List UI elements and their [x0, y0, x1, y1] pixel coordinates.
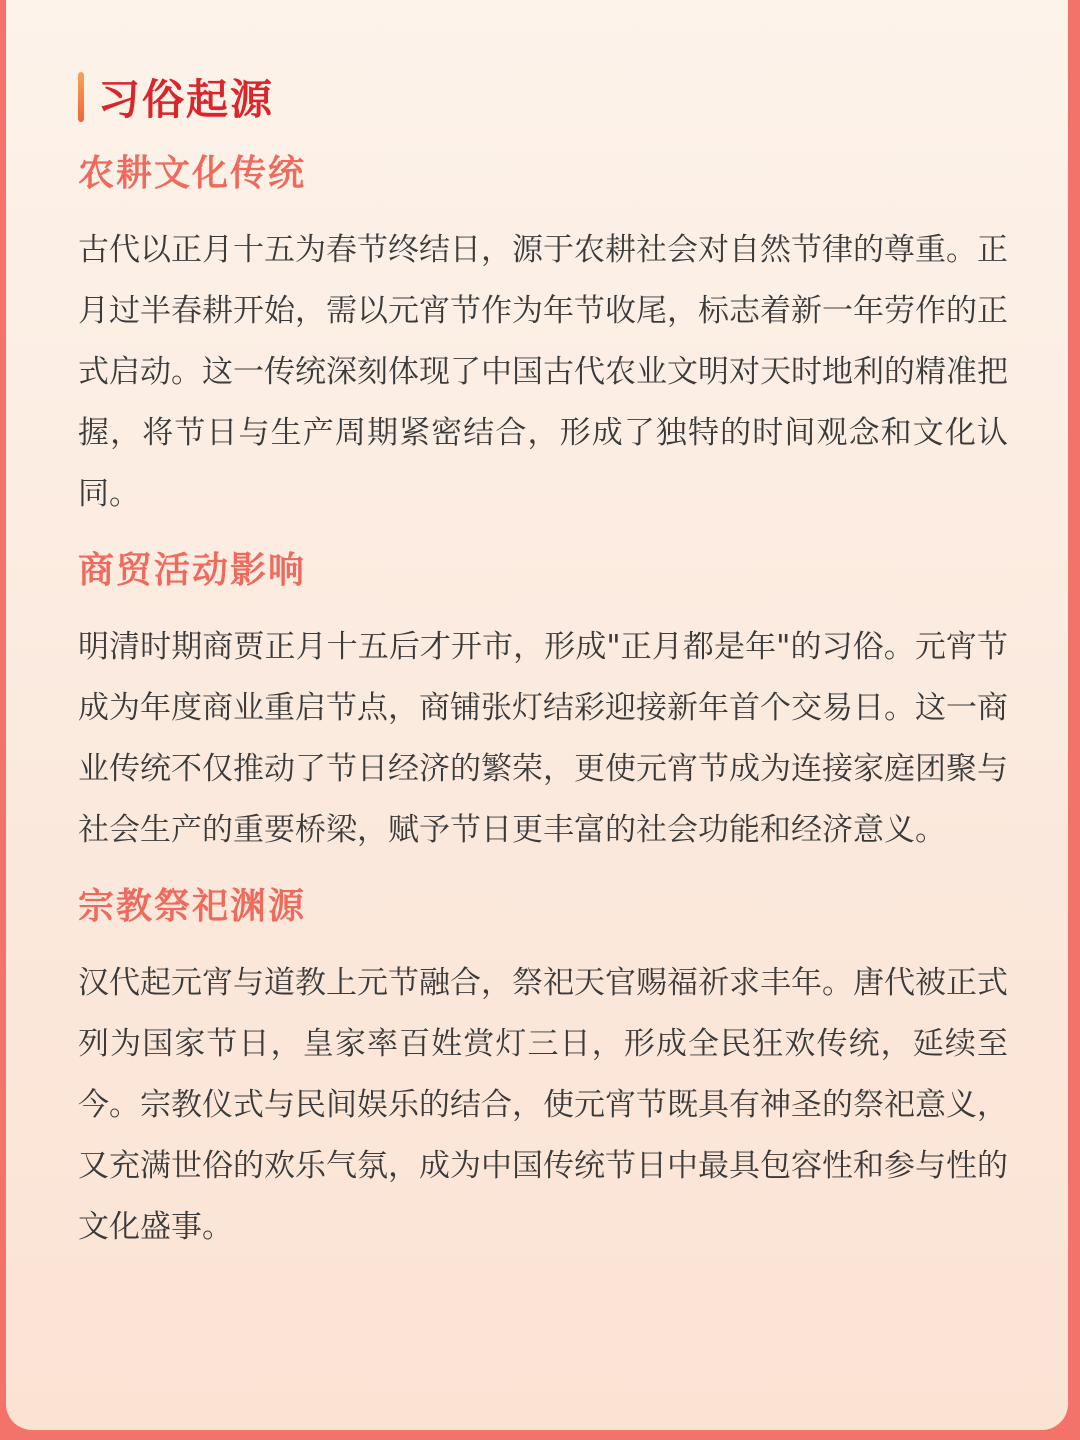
main-heading	[78, 70, 1008, 124]
main-heading-text: 习俗起源	[98, 75, 275, 124]
section-commerce	[78, 547, 1008, 861]
section-title: 宗教祭祀渊源	[78, 886, 307, 927]
section-title: 农耕文化传统	[78, 153, 307, 194]
content-card	[6, 0, 1068, 1430]
section-title: 商贸活动影响	[78, 550, 307, 591]
section-body: 汉代起元宵与道教上元节融合，祭祀天官赐福祈求丰年。唐代被正式列为国家节日，皇家率百姓赏灯三日，形成全民狂欢传统，延续至今。宗教仪式与民间娱乐的结合，使元宵节既具有神圣的祭祀意义，又充满世俗的欢乐气氛，成为中国传统节日中最具包容性和参与性的文化盛事。	[78, 965, 1008, 1245]
section-religion	[78, 883, 1008, 1258]
heading-accent-bar	[78, 72, 84, 122]
section-body: 明清时期商贾正月十五后才开市，形成"正月都是年"的习俗。元宵节成为年度商业重启节点，商铺张灯结彩迎接新年首个交易日。这一商业传统不仅推动了节日经济的繁荣，更使元宵节成为连接家庭团聚与社会生产的重要桥梁，赋予节日更丰富的社会功能和经济意义。	[78, 629, 1008, 848]
article	[78, 70, 1008, 1280]
section-agriculture	[78, 150, 1008, 525]
section-body: 古代以正月十五为春节终结日，源于农耕社会对自然节律的尊重。正月过半春耕开始，需以元宵节作为年节收尾，标志着新一年劳作的正式启动。这一传统深刻体现了中国古代农业文明对天时地利的精准把握，将节日与生产周期紧密结合，形成了独特的时间观念和文化认同。	[78, 232, 1008, 512]
